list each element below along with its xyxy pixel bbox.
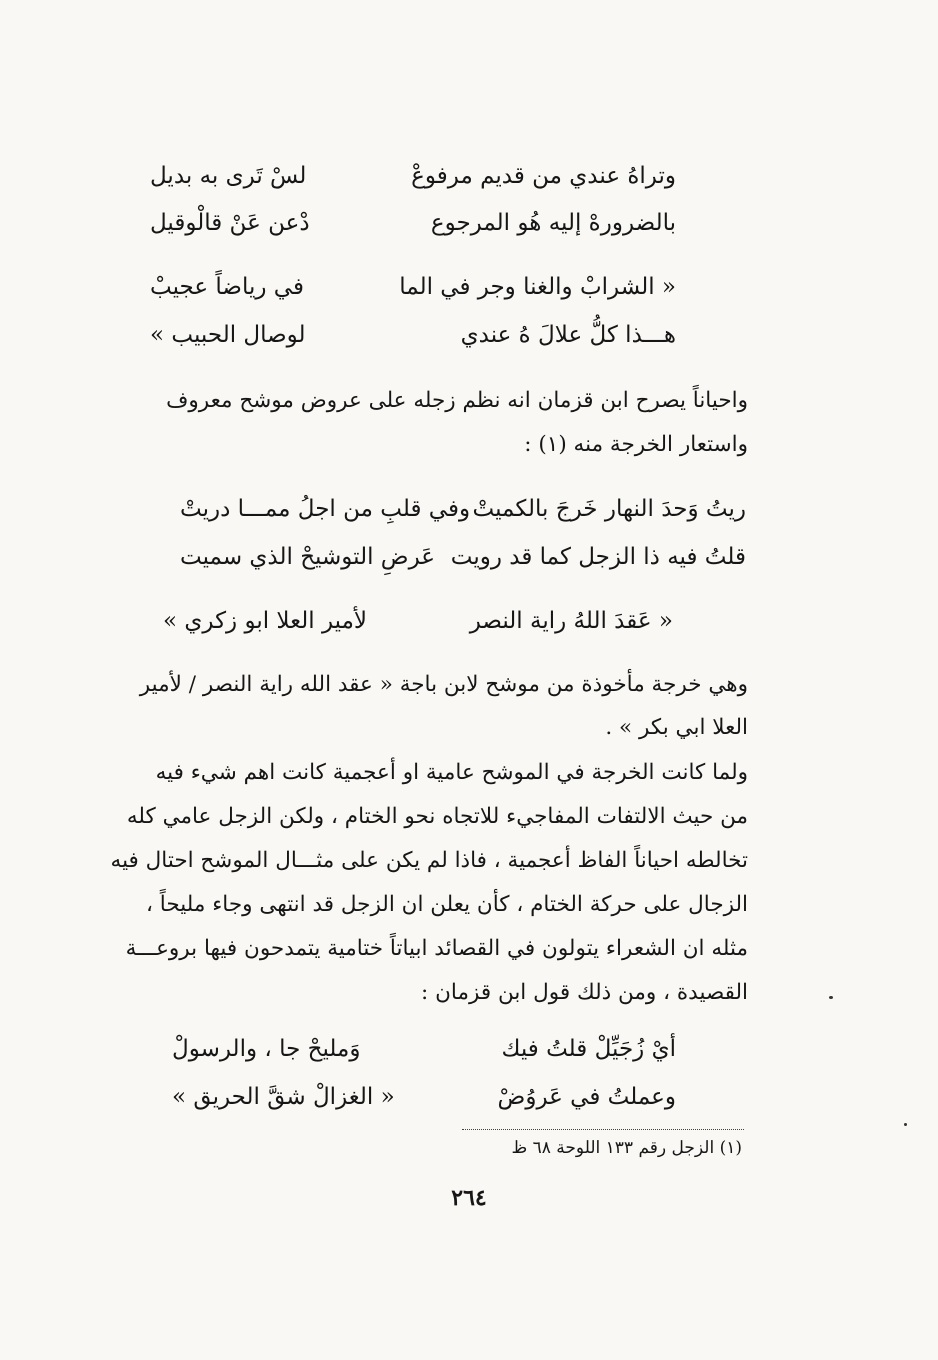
verse-line	[150, 153, 676, 199]
verse-hemistich-first: وتراهُ عندي من قديم مرفوعْ	[411, 163, 676, 189]
paragraph-line: واحياناً يصرح ابن قزمان انه نظم زجله على عروض موشح معروف	[166, 388, 748, 413]
verse-line	[150, 312, 676, 358]
scan-speck	[829, 996, 833, 999]
verse-line	[180, 534, 746, 580]
paragraph-line: تخالطه احياناً الفاظ أعجمية ، فاذا لم يكن على مثـــال الموشح احتال فيه	[110, 848, 748, 873]
footnote: (١) الزجل رقم ١٣٣ اللوحة ٦٨ ظ	[511, 1138, 742, 1158]
verse-hemistich-second: لسْ تَرى به بديل	[150, 163, 307, 189]
verse-hemistich-second: وفي قلبِ من اجلُ ممـــا دريتْ	[180, 496, 471, 522]
verse-hemistich-first: بالضرورهْ إليه هُو المرجوع	[430, 210, 676, 236]
verse-hemistich-second: عَرضِ التوشيحْ الذي سميت	[180, 544, 435, 570]
verse-line	[150, 200, 676, 246]
paragraph-line: وهي خرجة مأخوذة من موشح لابن باجة « عقد الله راية النصر / لأمير	[139, 672, 748, 697]
verse-hemistich-first: ريتُ وَحدَ النهار خَرجَ بالكميتْ	[472, 496, 746, 522]
footnote-separator	[462, 1129, 744, 1130]
paragraph-line: العلا ابي بكر » .	[605, 715, 748, 740]
verse-line	[150, 264, 676, 310]
verse-line	[163, 598, 673, 644]
verse-hemistich-first: وعملتُ في عَروُضْ	[497, 1084, 676, 1110]
paragraph-line: القصيدة ، ومن ذلك قول ابن قزمان :	[421, 980, 748, 1005]
paragraph-line: الزجال على حركة الختام ، كأن يعلن ان الزجل قد انتهى وجاء مليحاً ،	[146, 892, 748, 917]
verse-hemistich-first: « الشرابْ والغنا وجر في الما	[399, 274, 676, 300]
paragraph-line: مثله ان الشعراء يتولون في القصائد ابياتاً ختامية يتمدحون فيها بروعـــة	[125, 936, 748, 961]
scan-speck	[904, 1123, 907, 1126]
verse-hemistich-second: لوصال الحبيب »	[150, 322, 306, 348]
verse-line	[172, 1074, 676, 1120]
paragraph-line: واستعار الخرجة منه (١) :	[524, 432, 748, 457]
verse-hemistich-first: قلتُ فيه ذا الزجل كما قد رويت	[450, 544, 746, 570]
verse-line	[172, 1026, 676, 1072]
verse-hemistich-first: « عَقدَ اللهُ راية النصر	[469, 608, 673, 634]
paragraph-line: من حيث الالتفات المفاجيء للاتجاه نحو الختام ، ولكن الزجل عامي كله	[126, 804, 748, 829]
verse-hemistich-second: في رياضاً عجيبْ	[150, 274, 304, 300]
verse-hemistich-second: « الغزالْ شقَّ الحريق »	[172, 1084, 395, 1110]
verse-hemistich-first: هـــذا كلُّ علالَ هُ عندي	[460, 322, 676, 348]
verse-hemistich-second: لأمير العلا ابو زكري »	[163, 608, 368, 634]
verse-line	[180, 486, 746, 532]
paragraph-line: ولما كانت الخرجة في الموشح عامية او أعجمية كانت اهم شيء فيه	[155, 760, 748, 785]
verse-hemistich-second: وَمليحْ جا ، والرسولْ	[172, 1036, 361, 1062]
verse-hemistich-second: دْعن عَنْ قالْوقيل	[150, 210, 310, 236]
verse-hemistich-first: أيْ زُجَيِّلْ قلتُ فيك	[501, 1036, 676, 1062]
page-number: ٢٦٤	[451, 1185, 487, 1211]
